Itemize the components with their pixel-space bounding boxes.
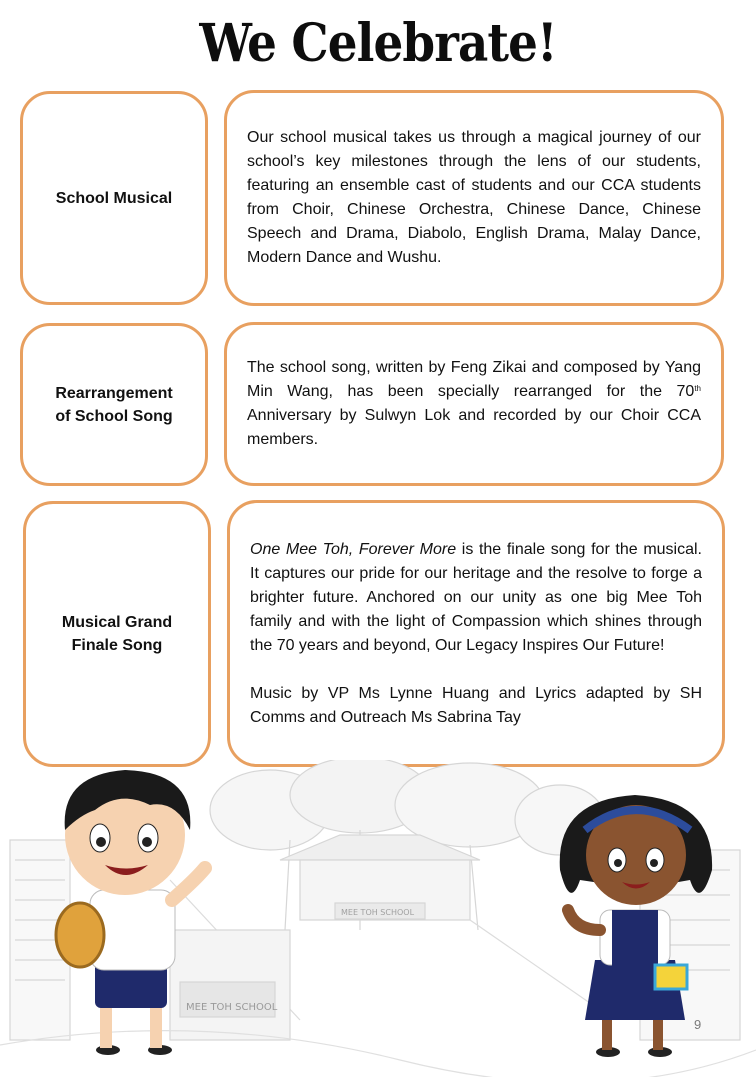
label-box-school-song xyxy=(20,323,208,486)
desc-school-musical xyxy=(247,126,701,270)
desc-school-song-text-b: Anniversary by Sulwyn Lok and recorded by our Choir CCA members. xyxy=(247,407,701,448)
label-finale-song-line1: Musical Grand xyxy=(61,614,173,631)
desc-school-musical-paragraph: Our school musical takes us through a magical journey of our school’s key milestones through the lens of our students, featuring an ensemble cast of students and our CCA students from Choir, Chinese Orchestra, Chinese Dance, Chinese Speech and Drama, Diabolo, English Drama, Malay Dance, Modern Dance and Wushu. xyxy=(247,129,701,266)
label-school-song xyxy=(45,382,182,428)
label-box-finale-song xyxy=(23,501,211,767)
desc-finale-song xyxy=(250,538,702,730)
ordinal-suffix: th xyxy=(694,384,701,393)
desc-box-finale-song xyxy=(227,500,725,767)
desc-finale-song-credits: Music by VP Ms Lynne Huang and Lyrics adapted by SH Comms and Outreach Ms Sabrina Tay xyxy=(250,684,702,726)
desc-box-school-song xyxy=(224,322,724,486)
desc-school-song-text-a: The school song, written by Feng Zikai and composed by Yang Min Wang, has been specially rearranged for the 70 xyxy=(247,359,701,400)
desc-school-song xyxy=(247,356,701,452)
desc-school-song-paragraph xyxy=(247,356,701,452)
page-title: We Celebrate! xyxy=(199,13,557,74)
song-title: One Mee Toh, Forever More xyxy=(250,540,457,558)
label-finale-song xyxy=(52,611,182,657)
page-number: 9 xyxy=(694,1017,702,1032)
school-illustration xyxy=(0,760,756,1077)
label-school-musical: School Musical xyxy=(55,189,173,207)
desc-finale-song-paragraph xyxy=(250,538,702,658)
label-school-song-line2: of School Song xyxy=(55,407,173,425)
label-school-song-line1: Rearrangement xyxy=(55,384,173,402)
wall-sign: MEE TOH SCHOOL xyxy=(186,1002,278,1013)
label-finale-song-line2: Finale Song xyxy=(71,637,163,654)
desc-box-school-musical xyxy=(224,90,724,306)
gate-sign: MEE TOH SCHOOL xyxy=(341,908,415,917)
desc-finale-song-text: is the finale song for the musical. It captures our pride for our heritage and the resolve to forge a brighter future. Anchored on our unity as one big Mee Toh family and with the light of Compassion which shines through the 70 years and beyond, Our Legacy Inspires Our Future! xyxy=(250,540,703,654)
label-box-school-musical xyxy=(20,91,208,305)
